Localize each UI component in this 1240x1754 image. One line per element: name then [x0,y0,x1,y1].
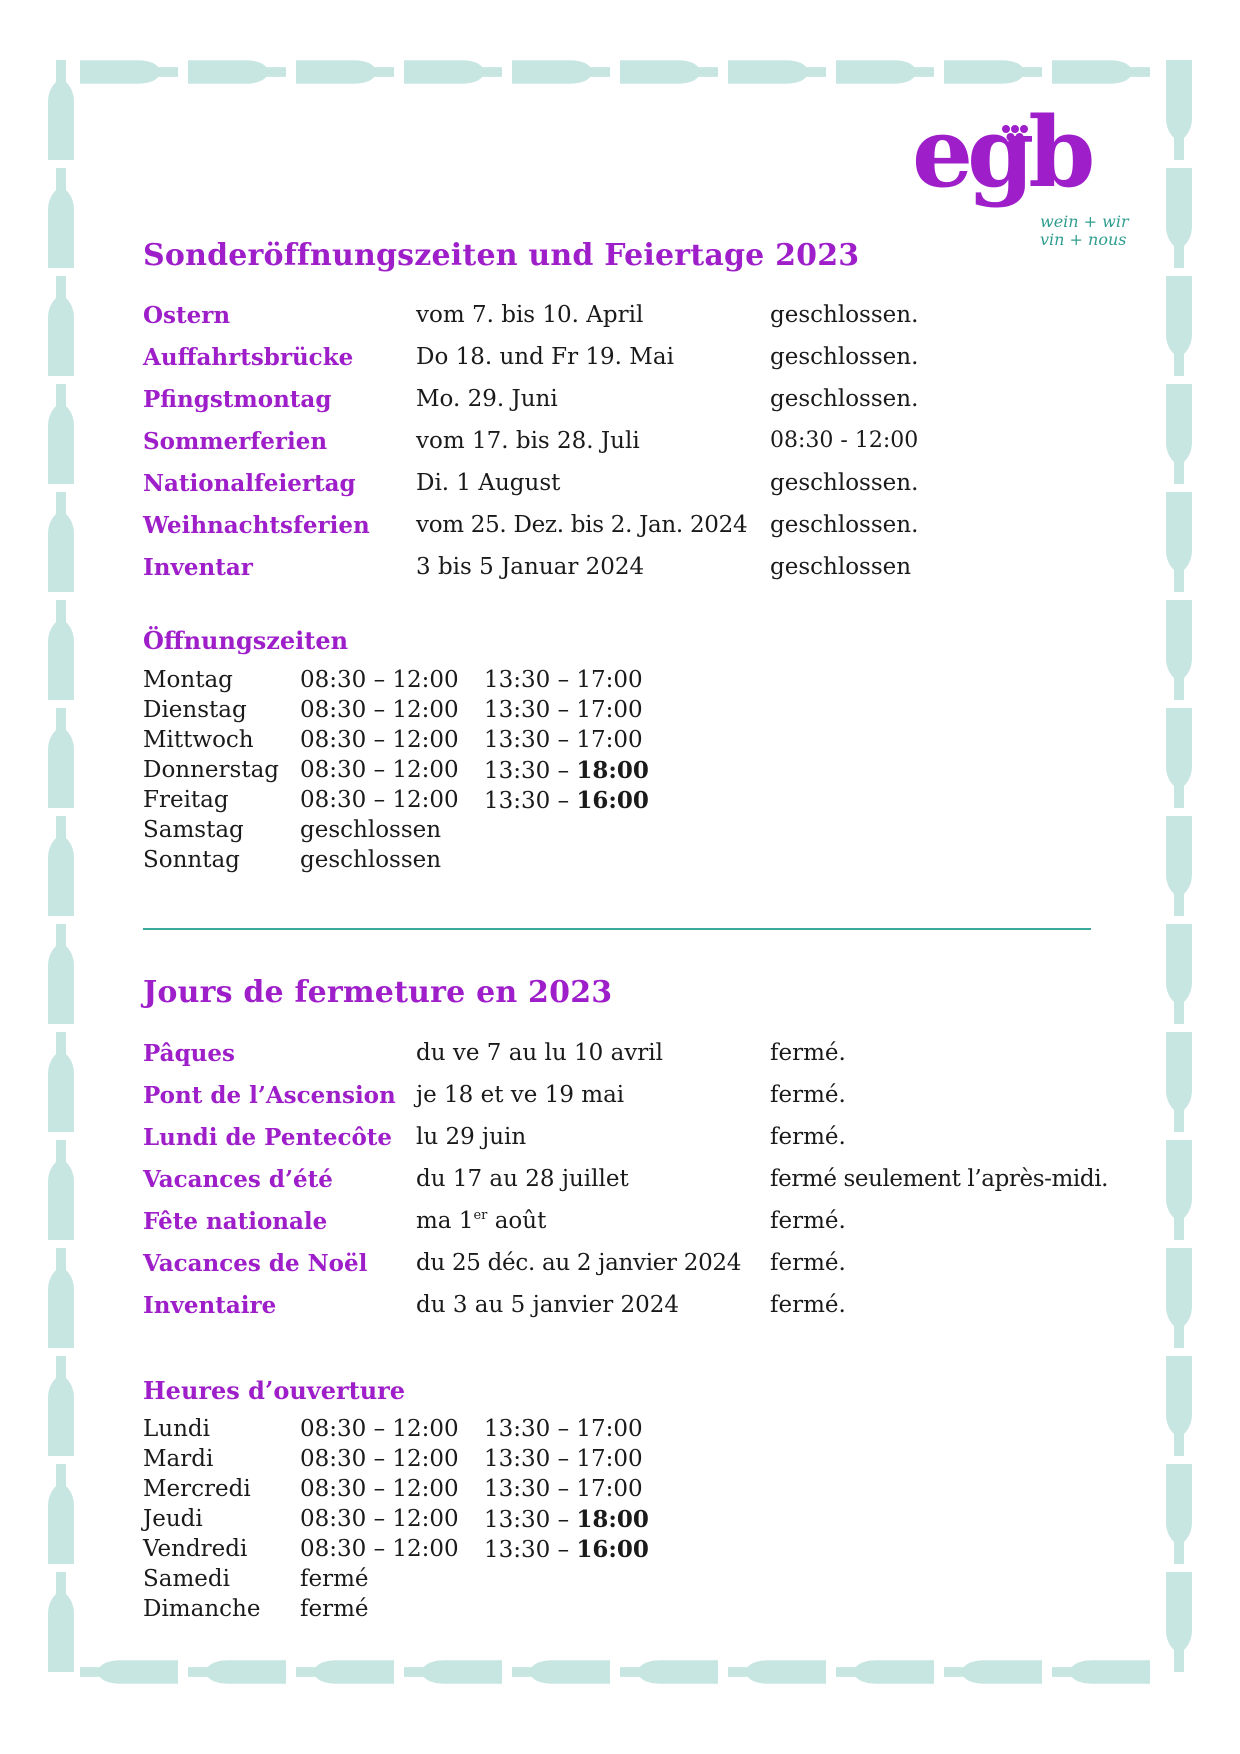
date-suffix: août [487,1208,547,1234]
afternoon-hours [484,667,643,693]
border-right-column [1166,60,1192,1672]
afternoon-end: 17:00 [576,667,643,693]
wine-bottle-icon [80,1660,178,1684]
wine-bottle-icon [728,1660,826,1684]
section-divider [143,928,1091,930]
holiday-status: geschlossen. [770,470,919,496]
holiday-date: du 3 au 5 janvier 2024 [416,1292,680,1318]
wine-bottle-icon [1166,1032,1192,1132]
holiday-status: geschlossen. [770,512,919,538]
weekday: Sonntag [143,847,240,873]
afternoon-hours [484,1476,643,1502]
wine-bottle-icon [80,60,178,84]
weekday: Mittwoch [143,727,254,753]
wine-bottle-icon [48,924,74,1024]
holiday-date: Mo. 29. Juni [416,386,558,412]
weekday: Freitag [143,787,229,813]
holiday-date: du 25 déc. au 2 janvier 2024 [416,1250,742,1276]
holiday-status: fermé. [770,1082,846,1108]
wine-bottle-icon [48,384,74,484]
holiday-name: Pont de l’Ascension [143,1082,396,1109]
wine-bottle-icon [1166,1356,1192,1456]
wine-bottle-icon [296,1660,394,1684]
wine-bottle-icon [48,60,74,160]
wine-bottle-icon [1166,1572,1192,1672]
wine-bottle-icon [296,60,394,84]
afternoon-end: 17:00 [576,697,643,723]
weekday: Samstag [143,817,244,843]
afternoon-start: 13:30 – [484,1537,570,1563]
holiday-status: geschlossen. [770,386,919,412]
holiday-status: fermé. [770,1250,846,1276]
wine-bottle-icon [1166,168,1192,268]
de-hours-heading: Öffnungszeiten [143,626,349,655]
afternoon-end: 18:00 [576,1506,649,1533]
wine-bottle-icon [1166,1140,1192,1240]
afternoon-start: 13:30 – [484,1476,570,1502]
wine-bottle-icon [1166,384,1192,484]
holiday-date: 3 bis 5 Januar 2024 [416,554,645,580]
morning-hours: geschlossen [300,847,442,873]
wine-bottle-icon [1052,60,1150,84]
holiday-date: je 18 et ve 19 mai [416,1082,625,1108]
morning-hours: 08:30 – 12:00 [300,1416,459,1442]
holiday-status: fermé. [770,1292,846,1318]
wine-bottle-icon [48,168,74,268]
holiday-date: Di. 1 August [416,470,561,496]
weekday: Mardi [143,1446,214,1472]
wine-bottle-icon [512,60,610,84]
weekday: Vendredi [143,1536,248,1562]
afternoon-hours [484,787,649,814]
wine-bottle-icon [48,1140,74,1240]
morning-hours: fermé [300,1596,369,1622]
wine-bottle-icon [620,1660,718,1684]
holiday-date: vom 25. Dez. bis 2. Jan. 2024 [416,512,748,538]
afternoon-start: 13:30 – [484,758,570,784]
afternoon-end: 16:00 [576,787,649,814]
wine-bottle-icon [1166,600,1192,700]
logo-wordmark: egb [912,96,1090,209]
afternoon-hours [484,1506,649,1533]
wine-bottle-icon [1166,708,1192,808]
holiday-name: Sommerferien [143,428,328,455]
wine-bottle-icon [1166,924,1192,1024]
wine-bottle-icon [48,708,74,808]
weekday: Samedi [143,1566,230,1592]
wine-bottle-icon [836,1660,934,1684]
morning-hours: 08:30 – 12:00 [300,787,459,813]
holiday-status: fermé. [770,1208,846,1234]
holiday-status: geschlossen. [770,302,919,328]
holiday-name: Ostern [143,302,231,329]
morning-hours: 08:30 – 12:00 [300,1476,459,1502]
wine-bottle-icon [48,816,74,916]
wine-bottle-icon [944,60,1042,84]
afternoon-hours [484,1416,643,1442]
holiday-status: fermé. [770,1040,846,1066]
morning-hours: 08:30 – 12:00 [300,697,459,723]
holiday-date: vom 17. bis 28. Juli [416,428,640,454]
holiday-status: fermé seulement l’après-midi. [770,1166,1109,1192]
holiday-date: du 17 au 28 juillet [416,1166,629,1192]
morning-hours: 08:30 – 12:00 [300,1536,459,1562]
weekday: Lundi [143,1416,210,1442]
afternoon-hours [484,757,649,784]
afternoon-end: 18:00 [576,757,649,784]
wine-bottle-icon [48,600,74,700]
holiday-name: Vacances d’été [143,1166,333,1193]
afternoon-end: 17:00 [576,727,643,753]
afternoon-start: 13:30 – [484,1446,570,1472]
afternoon-hours [484,1446,643,1472]
holiday-name: Nationalfeiertag [143,470,356,497]
wine-bottle-icon [1166,60,1192,160]
afternoon-start: 13:30 – [484,1416,570,1442]
weekday: Dienstag [143,697,247,723]
holiday-status: 08:30 - 12:00 [770,428,919,453]
holiday-date: du ve 7 au lu 10 avril [416,1040,664,1066]
wine-bottle-icon [620,60,718,84]
holiday-name: Vacances de Noël [143,1250,368,1277]
de-page-title: Sonderöffnungszeiten und Feiertage 2023 [143,238,860,273]
afternoon-start: 13:30 – [484,788,570,814]
wine-bottle-icon [944,1660,1042,1684]
wine-bottle-icon [48,1464,74,1564]
holiday-date [416,1208,546,1234]
ordinal-suffix: er [473,1208,488,1223]
wine-bottle-icon [1166,1248,1192,1348]
wine-bottle-icon [48,1032,74,1132]
holiday-name: Inventar [143,554,253,581]
morning-hours: 08:30 – 12:00 [300,667,459,693]
wine-bottle-icon [1166,1464,1192,1564]
holiday-name: Weihnachtsferien [143,512,370,539]
weekday: Jeudi [143,1506,203,1532]
afternoon-end: 17:00 [576,1476,643,1502]
wine-bottle-icon [48,276,74,376]
date-prefix: ma 1 [416,1208,474,1234]
weekday: Mercredi [143,1476,251,1502]
holiday-name: Pfingstmontag [143,386,332,413]
holiday-name: Auffahrtsbrücke [143,344,354,371]
holiday-name: Inventaire [143,1292,277,1319]
holiday-date: vom 7. bis 10. April [416,302,644,328]
afternoon-hours [484,697,643,723]
morning-hours: 08:30 – 12:00 [300,757,459,783]
morning-hours: geschlossen [300,817,442,843]
afternoon-end: 17:00 [576,1416,643,1442]
wine-bottle-icon [1052,1660,1150,1684]
wine-bottle-icon [404,60,502,84]
holiday-status: geschlossen [770,554,912,580]
wine-bottle-icon [1166,276,1192,376]
weekday: Dimanche [143,1596,261,1622]
border-left-column [48,60,74,1672]
holiday-status: fermé. [770,1124,846,1150]
fr-hours-heading: Heures d’ouverture [143,1376,406,1405]
morning-hours: fermé [300,1566,369,1592]
holiday-status: geschlossen. [770,344,919,370]
afternoon-start: 13:30 – [484,667,570,693]
afternoon-end: 17:00 [576,1446,643,1472]
fr-page-title: Jours de fermeture en 2023 [143,975,613,1010]
afternoon-start: 13:30 – [484,1507,570,1533]
afternoon-end: 16:00 [576,1536,649,1563]
afternoon-hours [484,1536,649,1563]
wine-bottle-icon [1166,816,1192,916]
holiday-name: Pâques [143,1040,235,1067]
weekday: Donnerstag [143,757,280,783]
weekday: Montag [143,667,233,693]
morning-hours: 08:30 – 12:00 [300,727,459,753]
wine-bottle-icon [48,1572,74,1672]
wine-bottle-icon [48,492,74,592]
morning-hours: 08:30 – 12:00 [300,1506,459,1532]
morning-hours: 08:30 – 12:00 [300,1446,459,1472]
wine-bottle-icon [48,1356,74,1456]
logo-tagline-fr: vin + nous [1040,230,1127,249]
afternoon-hours [484,727,643,753]
logo-tagline-de: wein + wir [1040,212,1129,231]
wine-bottle-icon [188,60,286,84]
wine-bottle-icon [512,1660,610,1684]
wine-bottle-icon [188,1660,286,1684]
border-top-row [80,60,1150,84]
holiday-date: Do 18. und Fr 19. Mai [416,344,674,370]
afternoon-start: 13:30 – [484,727,570,753]
holiday-date: lu 29 juin [416,1124,527,1150]
wine-bottle-icon [728,60,826,84]
holiday-name: Fête nationale [143,1208,328,1235]
wine-bottle-icon [404,1660,502,1684]
wine-bottle-icon [836,60,934,84]
holiday-name: Lundi de Pentecôte [143,1124,393,1151]
afternoon-start: 13:30 – [484,697,570,723]
border-bottom-row [80,1660,1150,1684]
wine-bottle-icon [1166,492,1192,592]
wine-bottle-icon [48,1248,74,1348]
